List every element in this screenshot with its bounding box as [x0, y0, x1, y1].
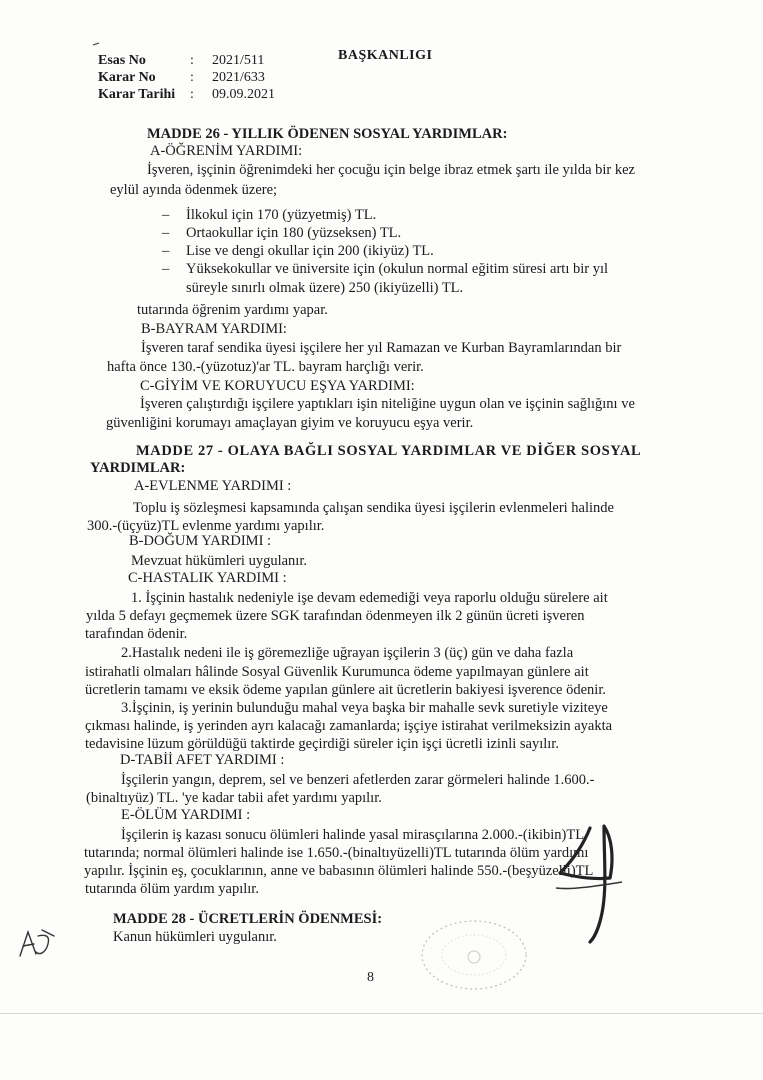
afet-text-line: (binaltıyüz) TL. 'ye kadar tabii afet yardımı yapılır. [86, 790, 382, 806]
hastalik-text-line: tedavisine lüzum görüldüğü taktirde geçirdiği süreler için işçi ücretli izinli sayılır. [85, 736, 559, 752]
esas-colon: : [190, 53, 194, 68]
ogrenim-title: A-ÖĞRENİM YARDIMI: [150, 143, 303, 159]
bullet-item: Lise ve dengi okullar için 200 (ikiyüz) TL. [186, 243, 434, 259]
madde-28-text: Kanun hükümleri uygulanır. [113, 929, 277, 945]
bayram-title: B-BAYRAM YARDIMI: [141, 321, 287, 337]
esas-label: Esas No [98, 53, 146, 68]
karar-label: Karar No [98, 70, 156, 85]
esas-row [98, 52, 275, 69]
olum-title: E-ÖLÜM YARDIMI : [121, 807, 251, 823]
dogum-title: B-DOĞUM YARDIMI : [129, 533, 272, 549]
karar-row [98, 69, 275, 86]
hastalik-text-line: 2.Hastalık nedeni ile iş göremezliğe uğrayan işçilerin 3 (üç) gün ve daha fazla [121, 645, 574, 661]
karar-colon: : [190, 70, 194, 85]
page-number: 8 [367, 970, 374, 985]
olum-text-line: tutarında; normal ölümleri halinde ise 1.650.-(binaltıyüzelli)TL tutarında ölüm yardımı [84, 845, 589, 861]
esas-value: 2021/511 [212, 53, 265, 68]
tarih-row [98, 86, 275, 103]
tarih-colon: : [190, 87, 194, 102]
faded-stamp-icon [414, 915, 534, 995]
bayram-text-line: hafta önce 130.-(yüzotuz)'ar TL. bayram harçlığı verir. [107, 359, 424, 375]
afet-text-line: İşçilerin yangın, deprem, sel ve benzeri afetlerden zarar görmeleri halinde 1.600.- [121, 772, 595, 788]
hastalik-text-line: tarafından ödenir. [85, 626, 188, 642]
bullet-dash: – [162, 243, 170, 259]
hastalik-text-line: 1. İşçinin hastalık nedeniyle işe devam edemediği veya raporlu olduğu sürelere ait [131, 590, 608, 606]
scan-mark-icon [92, 40, 102, 48]
madde-26-heading: MADDE 26 - YILLIK ÖDENEN SOSYAL YARDIMLAR: [147, 126, 508, 142]
giyim-title: C-GİYİM VE KORUYUCU EŞYA YARDIMI: [140, 378, 415, 394]
tarih-label: Karar Tarihi [98, 87, 176, 102]
bullet-item: İlkokul için 170 (yüzyetmiş) TL. [186, 207, 377, 223]
evlenme-title: A-EVLENME YARDIMI : [134, 478, 292, 494]
hastalik-text-line: ücretlerin tamamı ve eksik ödeme yapılan günlere ait ücretlerin bakiyesi işverence ödenir. [85, 682, 606, 698]
ogrenim-text-line: eylül ayında ödenmek üzere; [110, 182, 278, 198]
signature-icon [552, 818, 642, 948]
bullet-dash: – [162, 207, 170, 223]
initials-icon [16, 926, 60, 962]
karar-value: 2021/633 [212, 70, 265, 85]
hastalik-title: C-HASTALIK YARDIMI : [128, 570, 287, 586]
bullet-item: Yüksekokullar ve üniversite için (okulun normal eğitim süresi artı bir yıl [186, 261, 609, 277]
evlenme-text-line: Toplu iş sözleşmesi kapsamında çalışan sendika üyesi işçilerin evlenmeleri halinde [133, 500, 614, 516]
case-info-block [98, 52, 275, 103]
bayram-text-line: İşveren taraf sendika üyesi işçilere her yıl Ramazan ve Kurban Bayramlarından bir [141, 340, 622, 356]
tarih-value: 09.09.2021 [212, 87, 275, 102]
madde-27-heading: MADDE 27 - OLAYA BAĞLI SOSYAL YARDIMLAR VE DİĞER SOSYAL [136, 443, 642, 459]
evlenme-text-line: 300.-(üçyüz)TL evlenme yardımı yapılır. [87, 518, 325, 534]
olum-text-line: yapılır. İşçinin eş, çocuklarının, anne ve babasının ölümleri halinde 550.-(beşyüzelli)TL [84, 863, 594, 879]
afet-title: D-TABİİ AFET YARDIMI : [120, 752, 285, 768]
ogrenim-text-line: İşveren, işçinin öğrenimdeki her çocuğu için belge ibraz etmek şartı ile yılda bir kez [147, 162, 635, 178]
giyim-text-line: güvenliğini korumayı amaçlayan giyim ve koruyucu eşya verir. [106, 415, 474, 431]
hastalik-text-line: istirahatli olmaları hâlinde Sosyal Güvenlik Kurumunca ödeme yapılmayan günlere ait [85, 664, 589, 680]
bullet-item: süreyle sınırlı olmak üzere) 250 (ikiyüzelli) TL. [186, 280, 464, 296]
giyim-text-line: İşveren çalıştırdığı işçilere yaptıkları işin niteliğine uygun olan ve işçinin sağlığını ve [140, 396, 635, 412]
ogrenim-closing: tutarında öğrenim yardımı yapar. [137, 302, 328, 318]
bullet-item: Ortaokullar için 180 (yüzseksen) TL. [186, 225, 402, 241]
scan-edge-line [0, 1013, 763, 1014]
bullet-dash: – [162, 261, 170, 277]
hastalik-text-line: 3.İşçinin, iş yerinin bulunduğu mahal veya başka bir mahalle sevk suretiyle viziteye [121, 700, 608, 716]
dogum-text-line: Mevzuat hükümleri uygulanır. [131, 553, 307, 569]
olum-text-line: tutarında ölüm yardım yapılır. [85, 881, 259, 897]
bullet-dash: – [162, 225, 170, 241]
madde-27-heading-cont: YARDIMLAR: [90, 460, 186, 476]
hastalik-text-line: yılda 5 defayı geçmemek üzere SGK tarafından ödenmeyen ilk 2 günün ücreti işveren [86, 608, 585, 624]
hastalik-text-line: çıkması halinde, iş yerinden ayrı kalacağı zamanlarda; işçiye istirahat verilmeksizin ayakta [85, 718, 613, 734]
olum-text-line: İşçilerin iş kazası sonucu ölümleri halinde yasal mirasçılarına 2.000.-(ikibin)TL [121, 827, 585, 843]
madde-28-heading: MADDE 28 - ÜCRETLERİN ÖDENMESİ: [113, 911, 383, 927]
office-title: BAŞKANLIGI [338, 48, 433, 63]
